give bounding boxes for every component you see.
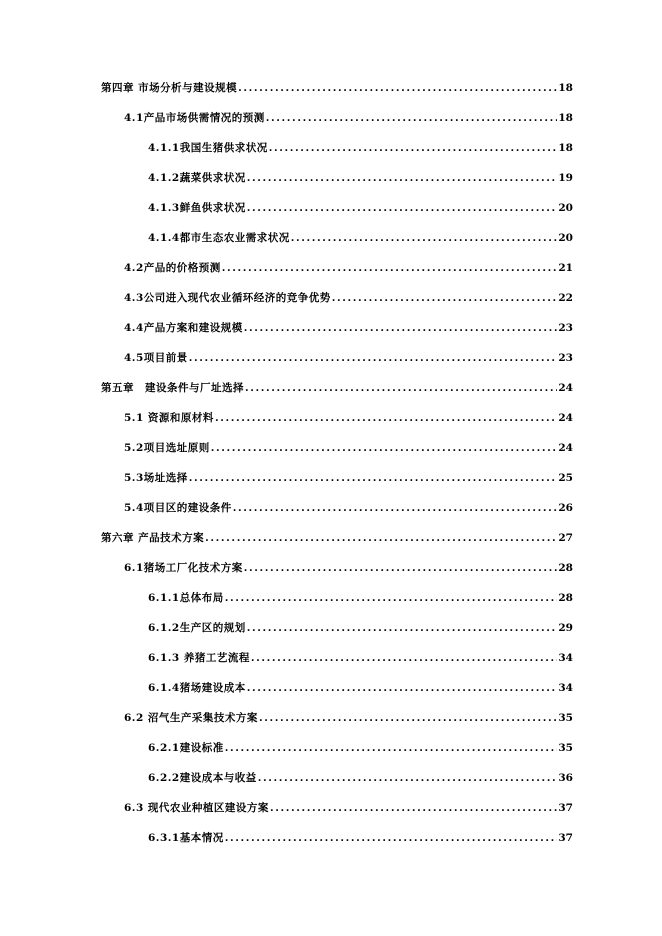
toc-page-number: 25 [558,472,573,484]
toc-entry-title: 6.1.3 养猪工艺流程 [148,652,250,664]
toc-entry-chapter-5[interactable] [101,378,573,398]
toc-page-number: 36 [558,772,573,784]
toc-page-number: 37 [558,802,573,814]
toc-dot-leader [238,78,557,98]
toc-entry-title: 4.4产品方案和建设规模 [124,322,243,334]
toc-dot-leader [259,708,557,728]
toc-entry-title: 5.1 资源和原材料 [124,412,214,424]
toc-page-number: 23 [558,322,573,334]
toc-page-number: 19 [558,172,573,184]
toc-entry-chapter-6[interactable] [101,528,573,548]
toc-dot-leader [189,468,558,488]
toc-dot-leader [247,678,558,698]
toc-entry-title: 4.1.4都市生态农业需求状况 [148,232,290,244]
toc-page-number: 23 [558,352,573,364]
toc-entry-6-3[interactable] [124,798,573,818]
toc-entry-4-1-4[interactable] [148,228,573,248]
toc-entry-4-1-3[interactable] [148,198,573,218]
toc-entry-6-1-3[interactable] [148,648,573,668]
toc-entry-title: 6.3.1基本情况 [148,832,224,844]
toc-page-number: 18 [558,82,573,94]
toc-dot-leader [244,558,558,578]
toc-entry-title: 6.2.1建设标准 [148,742,224,754]
toc-entry-title: 5.2项目选址原则 [124,442,210,454]
toc-page-number: 20 [558,232,573,244]
toc-entry-title: 4.1.3鲜鱼供求状况 [148,202,246,214]
toc-entry-title: 4.2产品的价格预测 [124,262,221,274]
toc-dot-leader [189,348,558,368]
toc-entry-4-1-2[interactable] [148,168,573,188]
toc-dot-leader [291,228,558,248]
toc-page-number: 24 [558,412,573,424]
toc-dot-leader [225,828,558,848]
toc-page-number: 22 [558,292,573,304]
toc-dot-leader [225,588,558,608]
toc-entry-6-2[interactable] [124,708,573,728]
toc-entry-6-1-2[interactable] [148,618,573,638]
toc-dot-leader [247,168,558,188]
toc-page-number: 35 [558,742,573,754]
toc-page-number: 34 [558,652,573,664]
toc-entry-4-4[interactable] [124,318,573,338]
toc-entry-4-1-1[interactable] [148,138,573,158]
toc-entry-title: 5.4项目区的建设条件 [124,502,232,514]
toc-dot-leader [251,648,557,668]
toc-entry-title: 6.1.4猪场建设成本 [148,682,246,694]
toc-page-number: 20 [558,202,573,214]
toc-page-number: 21 [558,262,573,274]
toc-entry-title: 6.3 现代农业种植区建设方案 [124,802,269,814]
toc-entry-title: 4.5项目前景 [124,352,188,364]
toc-entry-4-5[interactable] [124,348,573,368]
toc-entry-5-1[interactable] [124,408,573,428]
toc-entry-title: 6.2 沼气生产采集技术方案 [124,712,258,724]
toc-entry-title: 6.1猪场工厂化技术方案 [124,562,243,574]
toc-entry-6-2-2[interactable] [148,768,573,788]
toc-entry-4-3[interactable] [124,288,573,308]
toc-page-number: 18 [558,112,573,124]
toc-dot-leader [247,618,558,638]
toc-dot-leader [269,138,558,158]
toc-page-number: 29 [558,622,573,634]
toc-dot-leader [258,768,558,788]
toc-dot-leader [270,798,557,818]
toc-entry-4-1[interactable] [124,108,573,128]
toc-page-number: 28 [558,562,573,574]
toc-entry-6-1-4[interactable] [148,678,573,698]
toc-page-number: 24 [558,382,573,394]
toc-page-number: 18 [558,142,573,154]
toc-entry-title: 6.1.2生产区的规划 [148,622,246,634]
toc-dot-leader [266,108,558,128]
toc-dot-leader [215,408,557,428]
toc-page-number: 28 [558,592,573,604]
toc-entry-title: 第四章 市场分析与建设规模 [101,82,238,94]
toc-entry-4-2[interactable] [124,258,573,278]
toc-entry-title: 6.2.2建设成本与收益 [148,772,257,784]
toc-entry-title: 4.1产品市场供需情况的预测 [124,112,265,124]
toc-dot-leader [225,738,558,758]
toc-page-number: 34 [558,682,573,694]
toc-entry-5-2[interactable] [124,438,573,458]
toc-entry-chapter-4[interactable] [101,78,573,98]
toc-dot-leader [211,438,558,458]
toc-dot-leader [332,288,558,308]
toc-entry-title: 第六章 产品技术方案 [101,532,205,544]
toc-page-number: 37 [558,832,573,844]
toc-entry-title: 4.1.2蔬菜供求状况 [148,172,246,184]
toc-page-number: 26 [558,502,573,514]
toc-entry-5-4[interactable] [124,498,573,518]
toc-entry-title: 4.1.1我国生猪供求状况 [148,142,268,154]
toc-page-number: 27 [558,532,573,544]
toc-entry-6-1[interactable] [124,558,573,578]
toc-dot-leader [245,378,557,398]
toc-entry-title: 6.1.1总体布局 [148,592,224,604]
toc-page-number: 35 [558,712,573,724]
toc-dot-leader [222,258,558,278]
toc-dot-leader [205,528,557,548]
toc-dot-leader [247,198,558,218]
toc-entry-6-3-1[interactable] [148,828,573,848]
toc-entry-6-2-1[interactable] [148,738,573,758]
toc-entry-title: 4.3公司进入现代农业循环经济的竞争优势 [124,292,331,304]
toc-dot-leader [244,318,558,338]
toc-page-number: 24 [558,442,573,454]
toc-entry-title: 5.3场址选择 [124,472,188,484]
toc-entry-6-1-1[interactable] [148,588,573,608]
toc-entry-5-3[interactable] [124,468,573,488]
toc-dot-leader [233,498,558,518]
toc-entry-title: 第五章 建设条件与厂址选择 [101,382,244,394]
